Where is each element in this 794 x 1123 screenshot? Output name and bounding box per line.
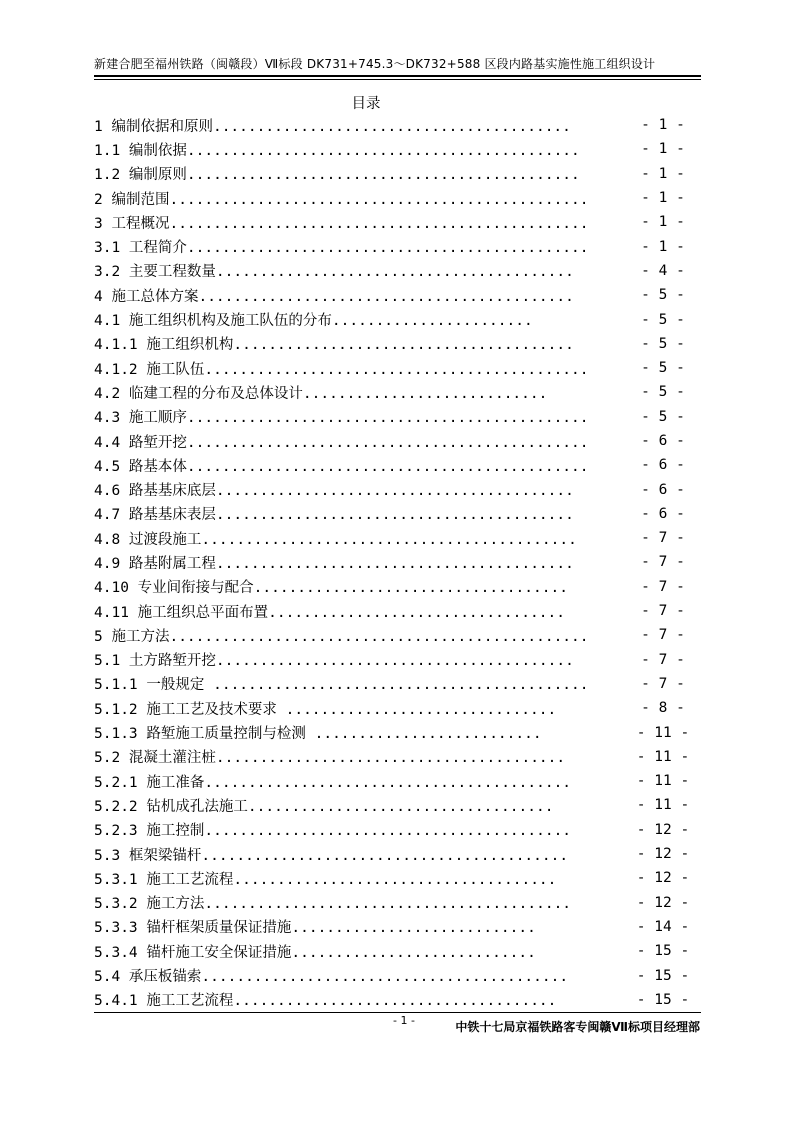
- toc-entry-page: - 5 -: [641, 311, 685, 328]
- toc-entry-page: - 7 -: [641, 530, 685, 547]
- running-header: 新建合肥至福州铁路（闽赣段）Ⅶ标段 DK731+745.3～DK732+588 区段内路基实施性施工组织设计: [94, 57, 656, 71]
- header-rule-thin: [94, 79, 701, 80]
- toc-entry[interactable]: [94, 696, 704, 720]
- toc-entry-title: 5.2.3 施工控制..........................................: [94, 823, 572, 840]
- toc-entry-page: - 5 -: [641, 360, 685, 377]
- toc-entry-title: 4.7 路基基床表层.........................................: [94, 507, 574, 524]
- toc-entry[interactable]: [94, 234, 704, 258]
- toc-entry-page: - 7 -: [641, 554, 685, 571]
- toc-entry-title: 4.4 路堑开挖..............................................: [94, 434, 589, 451]
- toc-entry-page: - 12 -: [636, 894, 690, 911]
- toc-entry[interactable]: [94, 939, 704, 963]
- toc-entry[interactable]: [94, 356, 704, 380]
- toc-entry-title: 4.10 专业间衔接与配合....................................: [94, 580, 568, 597]
- toc-entry-page: - 11 -: [636, 748, 690, 765]
- toc-entry[interactable]: [94, 259, 704, 283]
- toc-entry-page: - 1 -: [641, 190, 685, 207]
- footer-organization: 中铁十七局京福铁路客专闽赣Ⅶ标项目经理部: [455, 1020, 700, 1034]
- toc-entry-title: 1.2 编制原则.............................................: [94, 167, 580, 184]
- toc-entry[interactable]: [94, 866, 704, 890]
- toc-entry-page: - 7 -: [641, 651, 685, 668]
- toc-entry-page: - 6 -: [641, 481, 685, 498]
- toc-entry-page: - 1 -: [641, 165, 685, 182]
- toc-entry-page: - 5 -: [641, 384, 685, 401]
- footer-page-number: - 1 -: [393, 1014, 415, 1027]
- toc-entry-title: 5.3.2 施工方法..........................................: [94, 896, 572, 913]
- toc-entry-page: - 12 -: [636, 846, 690, 863]
- toc-entry-title: 4.9 路基附属工程.........................................: [94, 555, 574, 572]
- toc-entry-page: - 5 -: [641, 335, 685, 352]
- toc-entry[interactable]: [94, 477, 704, 501]
- toc-entry-page: - 11 -: [636, 724, 690, 741]
- toc-entry-title: 5.4.1 施工工艺流程.....................................: [94, 993, 557, 1010]
- toc-entry-title: 5.4 承压板锚索..........................................: [94, 969, 569, 986]
- toc-entry[interactable]: [94, 137, 704, 161]
- toc-entry[interactable]: [94, 307, 704, 331]
- toc-entry[interactable]: [94, 405, 704, 429]
- toc-entry-page: - 1 -: [641, 141, 685, 158]
- toc-entry-page: - 1 -: [641, 238, 685, 255]
- toc-entry[interactable]: [94, 842, 704, 866]
- toc-entry-page: - 6 -: [641, 505, 685, 522]
- toc-title: 目录: [351, 96, 381, 112]
- toc-entry[interactable]: [94, 648, 704, 672]
- toc-entry[interactable]: [94, 891, 704, 915]
- toc-entry-page: - 11 -: [636, 797, 690, 814]
- toc-entry[interactable]: [94, 623, 704, 647]
- toc-entry-title: 4.5 路基本体..............................................: [94, 458, 589, 475]
- toc-entry-page: - 14 -: [636, 918, 690, 935]
- toc-entry[interactable]: [94, 672, 704, 696]
- toc-entry-title: 4.11 施工组织总平面布置..................................: [94, 604, 565, 621]
- toc-entry-title: 4.3 施工顺序..............................................: [94, 410, 589, 427]
- toc-entry-title: 5.3 框架梁锚杆..........................................: [94, 847, 569, 864]
- toc-entry-title: 5.1.2 施工工艺及技术要求 ...............................: [94, 701, 557, 718]
- toc-entry-title: 4.6 路基基床底层.........................................: [94, 483, 574, 500]
- toc-entry-page: - 12 -: [636, 870, 690, 887]
- toc-entry-title: 5.1.3 路堑施工质量控制与检测 ..........................: [94, 726, 542, 743]
- toc-entry[interactable]: [94, 550, 704, 574]
- toc-entry-title: 2 编制范围................................................: [94, 191, 589, 208]
- toc-entry-title: 4 施工总体方案...........................................: [94, 288, 574, 305]
- toc-entry-page: - 7 -: [641, 675, 685, 692]
- toc-entry-page: - 7 -: [641, 578, 685, 595]
- toc-entry[interactable]: [94, 380, 704, 404]
- toc-entry[interactable]: [94, 915, 704, 939]
- toc-entry[interactable]: [94, 210, 704, 234]
- toc-entry[interactable]: [94, 720, 704, 744]
- toc-entry-title: 4.2 临建工程的分布及总体设计............................: [94, 385, 548, 402]
- toc-entry[interactable]: [94, 453, 704, 477]
- toc-entry-title: 4.1.2 施工队伍............................................: [94, 361, 589, 378]
- toc-entry-page: - 1 -: [641, 117, 685, 134]
- toc-entry-title: 5.1 土方路堑开挖.........................................: [94, 653, 574, 670]
- toc-entry-page: - 8 -: [641, 700, 685, 717]
- toc-entry[interactable]: [94, 113, 704, 137]
- toc-entry[interactable]: [94, 745, 704, 769]
- toc-entry-title: 5.3.1 施工工艺流程.....................................: [94, 871, 557, 888]
- toc-entry-title: 3.2 主要工程数量.........................................: [94, 264, 574, 281]
- toc-entry-page: - 1 -: [641, 214, 685, 231]
- toc-entry[interactable]: [94, 332, 704, 356]
- toc-entry-page: - 6 -: [641, 457, 685, 474]
- toc-entry[interactable]: [94, 283, 704, 307]
- toc-entry[interactable]: [94, 793, 704, 817]
- toc-entry[interactable]: [94, 186, 704, 210]
- toc-entry-page: - 15 -: [636, 943, 690, 960]
- footer-rule: [94, 1012, 701, 1013]
- toc-entry-title: 3.1 工程简介..............................................: [94, 240, 589, 257]
- toc-entry-page: - 6 -: [641, 433, 685, 449]
- toc-entry[interactable]: [94, 526, 704, 550]
- toc-entry[interactable]: [94, 818, 704, 842]
- toc-entry-title: 5.2 混凝土灌注桩........................................: [94, 750, 566, 767]
- toc-entry[interactable]: [94, 988, 704, 1012]
- toc-entry[interactable]: [94, 162, 704, 186]
- toc-entry-title: 4.1.1 施工组织机构.......................................: [94, 337, 574, 354]
- toc-entry-title: 5.3.3 锚杆框架质量保证措施............................: [94, 920, 536, 937]
- toc-entry-page: - 11 -: [636, 773, 690, 790]
- toc-entry-title: 5.2.1 施工准备..........................................: [94, 774, 572, 791]
- toc-entry-page: - 5 -: [641, 287, 685, 304]
- toc-entry-page: - 15 -: [636, 991, 690, 1008]
- toc-entry[interactable]: [94, 599, 704, 623]
- toc-entry-title: 4.1 施工组织机构及施工队伍的分布.......................: [94, 313, 533, 330]
- toc-entry-page: - 12 -: [636, 821, 690, 838]
- toc-entry[interactable]: [94, 502, 704, 526]
- header-rule: [94, 75, 701, 77]
- toc-entry[interactable]: [94, 575, 704, 599]
- toc-entry-title: 1.1 编制依据.............................................: [94, 142, 580, 159]
- toc-entry-title: 5 施工方法................................................: [94, 628, 589, 645]
- toc-entry[interactable]: [94, 963, 704, 987]
- toc-entry-page: - 5 -: [641, 408, 685, 425]
- toc-entry[interactable]: [94, 769, 704, 793]
- table-of-contents: [94, 113, 704, 1012]
- toc-entry-title: 5.2.2 钻机成孔法施工...................................: [94, 798, 554, 815]
- toc-entry-title: 5.1.1 一般规定 ...........................................: [94, 677, 589, 694]
- toc-entry-title: 3 工程概况................................................: [94, 215, 589, 232]
- toc-entry[interactable]: [94, 429, 704, 453]
- toc-entry-title: 1 编制依据和原则.........................................: [94, 118, 571, 135]
- toc-entry-page: - 7 -: [641, 627, 685, 644]
- toc-entry-title: 4.8 过渡段施工...........................................: [94, 531, 577, 548]
- toc-entry-page: - 15 -: [636, 967, 690, 984]
- toc-entry-page: - 4 -: [641, 262, 685, 279]
- toc-entry-page: - 7 -: [641, 603, 685, 620]
- toc-entry-title: 5.3.4 锚杆施工安全保证措施............................: [94, 944, 536, 961]
